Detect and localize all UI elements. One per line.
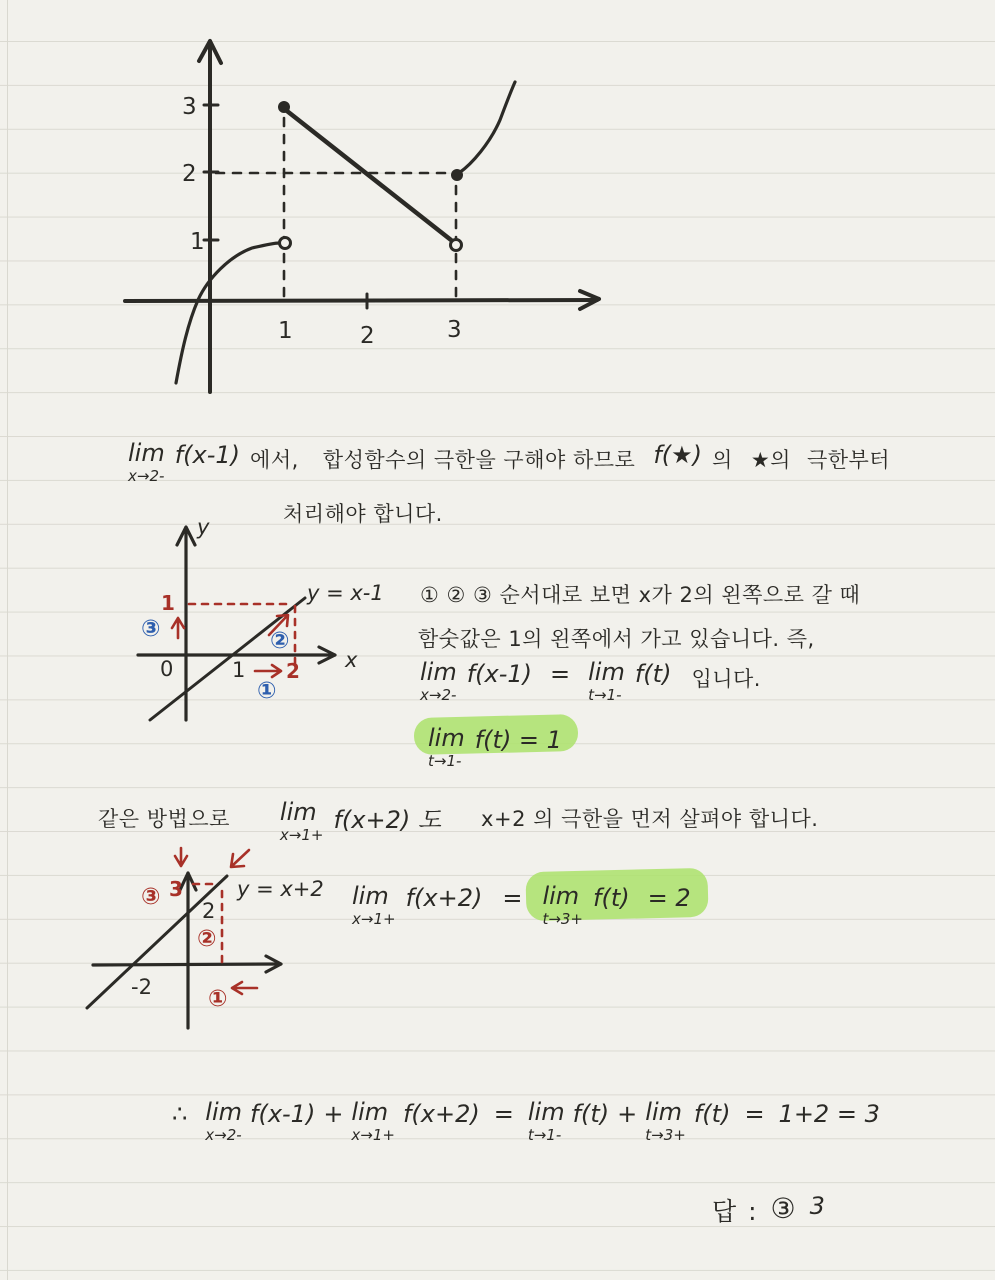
limit-x-to-2minus (128, 441, 165, 484)
equals-sign: = (493, 1100, 514, 1128)
graph-y-equals-x-plus-2 (65, 838, 375, 1043)
x-axis-label: x (345, 648, 358, 672)
equals-sign: = (744, 1100, 765, 1128)
lim-word: lim (352, 882, 389, 910)
axis-ticks (204, 105, 367, 308)
lim-word: lim (428, 724, 465, 752)
red-3-label: 3 (169, 877, 183, 901)
expr-ft-equals-1: f(t) = 1 (474, 726, 562, 754)
red-up-arrow-icon (172, 618, 184, 638)
lim-subscript: x→2- (128, 467, 165, 485)
step2-badge: ② (197, 926, 217, 952)
expr-fx-plus-2: f(x+2) 도 (333, 806, 442, 834)
main-function-graph (100, 28, 660, 408)
step3-badge: ③ (141, 884, 161, 910)
lim-subscript: t→1- (527, 1126, 562, 1144)
expr-f-star: f(★) (653, 441, 703, 469)
red-right-arrow-icon (255, 665, 281, 677)
x-label-2: 2 (360, 323, 375, 349)
open-point-3-1 (451, 240, 462, 251)
expr-fx-1: f(x-1) (250, 1100, 316, 1128)
lim-word: lim (128, 439, 165, 467)
red-downleft-arrow-icon (231, 850, 249, 867)
intro-line (128, 441, 890, 484)
step2-badge: ② (270, 628, 290, 654)
answer-line (712, 1192, 827, 1228)
curve-right-branch (459, 82, 515, 173)
limit-x-to-1plus (352, 884, 396, 927)
korean-text: 합성함수의 극한을 구해야 하므로 (322, 448, 636, 472)
expr-ft: f(t) (693, 1100, 731, 1128)
limit-x-to-2minus (420, 660, 457, 703)
lim-word: lim (527, 1098, 565, 1126)
expr-ft: f(t) (572, 1100, 610, 1128)
lim-subscript: t→3+ (645, 1126, 686, 1144)
expr-fx-plus-2: f(x+2) (402, 1100, 480, 1128)
limit-x-to-1plus (351, 1100, 395, 1143)
lim-subscript: x→1+ (352, 910, 396, 928)
left-margin-line (7, 0, 8, 1280)
korean-text: 입니다. (691, 667, 761, 691)
final-result: 1+2 = 3 (778, 1100, 880, 1128)
plus-sign: + (323, 1100, 344, 1128)
plus-sign: + (617, 1100, 638, 1128)
lim-word: lim (588, 658, 625, 686)
expr-fx-plus-2: f(x+2) (405, 884, 483, 912)
limit-t-to-1minus (528, 1100, 565, 1143)
x1-label: 1 (232, 658, 246, 682)
y-label-1: 1 (190, 229, 205, 255)
korean-text: 같은 방법으로 (98, 807, 230, 831)
korean-text: 극한부터 (806, 448, 891, 472)
result-2: = 2 (647, 884, 691, 912)
korean-text: 의 (712, 448, 733, 472)
y-label-2: 2 (182, 161, 197, 187)
korean-text: x+2 의 극한을 먼저 살펴야 합니다. (481, 807, 819, 831)
step3-badge: ③ (141, 616, 161, 642)
closed-point-1-3 (278, 101, 290, 113)
limit-t-to-1minus (428, 726, 465, 769)
lim-word: lim (420, 658, 457, 686)
limit-t-to-3plus (645, 1100, 686, 1143)
red-2-label: 2 (286, 659, 300, 683)
method-line (98, 800, 818, 843)
korean-text: ① ② ③ 순서대로 보면 x가 2의 왼쪽으로 갈 때 (420, 583, 861, 607)
lim-subscript: x→2- (205, 1126, 242, 1144)
closed-point-3-2 (451, 169, 463, 181)
red-1-label: 1 (161, 591, 175, 615)
expr-ft: f(t) (634, 660, 672, 688)
curve-left-branch (176, 243, 279, 383)
equals-sign: = (550, 660, 571, 688)
lim-subscript: x→2- (420, 686, 457, 704)
explanation-line-2 (418, 620, 815, 653)
y-intercept-label: 2 (202, 899, 216, 923)
graph-y-equals-x-minus-1 (105, 508, 425, 733)
line-equation-label: y = x+2 (237, 877, 324, 901)
line-equation-label: y = x-1 (307, 581, 384, 605)
step1-badge: ① (208, 986, 228, 1012)
origin-label: 0 (160, 657, 174, 681)
x-axis (125, 300, 597, 301)
lim-subscript: t→1- (428, 752, 462, 770)
lim-word: lim (351, 1098, 389, 1126)
red-down-arrow-icon (175, 848, 187, 866)
answer-value: 3 (809, 1192, 827, 1220)
red-left-arrow-icon (232, 982, 257, 994)
y-axis-label: y (197, 515, 210, 539)
open-point-1-1 (280, 238, 291, 249)
limit-x-to-2minus (205, 1100, 242, 1143)
expr-fx-1: f(x-1) (466, 660, 533, 688)
x-intercept-label: -2 (131, 975, 152, 999)
lim-subscript: t→1- (588, 686, 622, 704)
x-label-1: 1 (278, 318, 293, 344)
x-label-3: 3 (447, 317, 462, 343)
highlighted-result-1 (428, 726, 562, 769)
x-axis (93, 964, 279, 965)
dashed-guides (216, 116, 456, 296)
korean-text: 에서, (250, 448, 299, 472)
explanation-line-1 (420, 576, 860, 609)
expr-ft: f(t) (593, 884, 630, 912)
final-equation (172, 1100, 880, 1143)
equation-line-1 (420, 660, 761, 703)
limit-t-to-3plus (542, 884, 583, 927)
step1-badge: ① (257, 678, 277, 704)
equals-sign: = (502, 884, 523, 912)
answer-choice-badge: ③ (770, 1192, 798, 1225)
equation-line-2 (352, 884, 691, 927)
korean-text: 처리해야 합니다. (283, 502, 443, 526)
lim-subscript: t→3+ (542, 910, 583, 928)
therefore-sign: ∴ (172, 1100, 188, 1128)
lim-word: lim (205, 1098, 242, 1126)
lim-subscript: x→1+ (279, 826, 324, 844)
lim-word: lim (279, 798, 317, 826)
limit-t-to-1minus (588, 660, 625, 703)
star-phrase: ★의 (750, 448, 791, 472)
y-label-3: 3 (182, 94, 197, 120)
lim-word: lim (645, 1098, 682, 1126)
highlighted-result-2 (542, 884, 690, 927)
korean-text: 함숫값은 1의 왼쪽에서 가고 있습니다. 즉, (418, 627, 815, 651)
lim-subscript: x→1+ (351, 1126, 395, 1144)
middle-segment (287, 111, 451, 240)
answer-label: 답 : (712, 1197, 759, 1226)
limit-x-to-1plus (280, 800, 324, 843)
expr-fx-1: f(x-1) (174, 441, 241, 469)
lim-word: lim (542, 882, 580, 910)
